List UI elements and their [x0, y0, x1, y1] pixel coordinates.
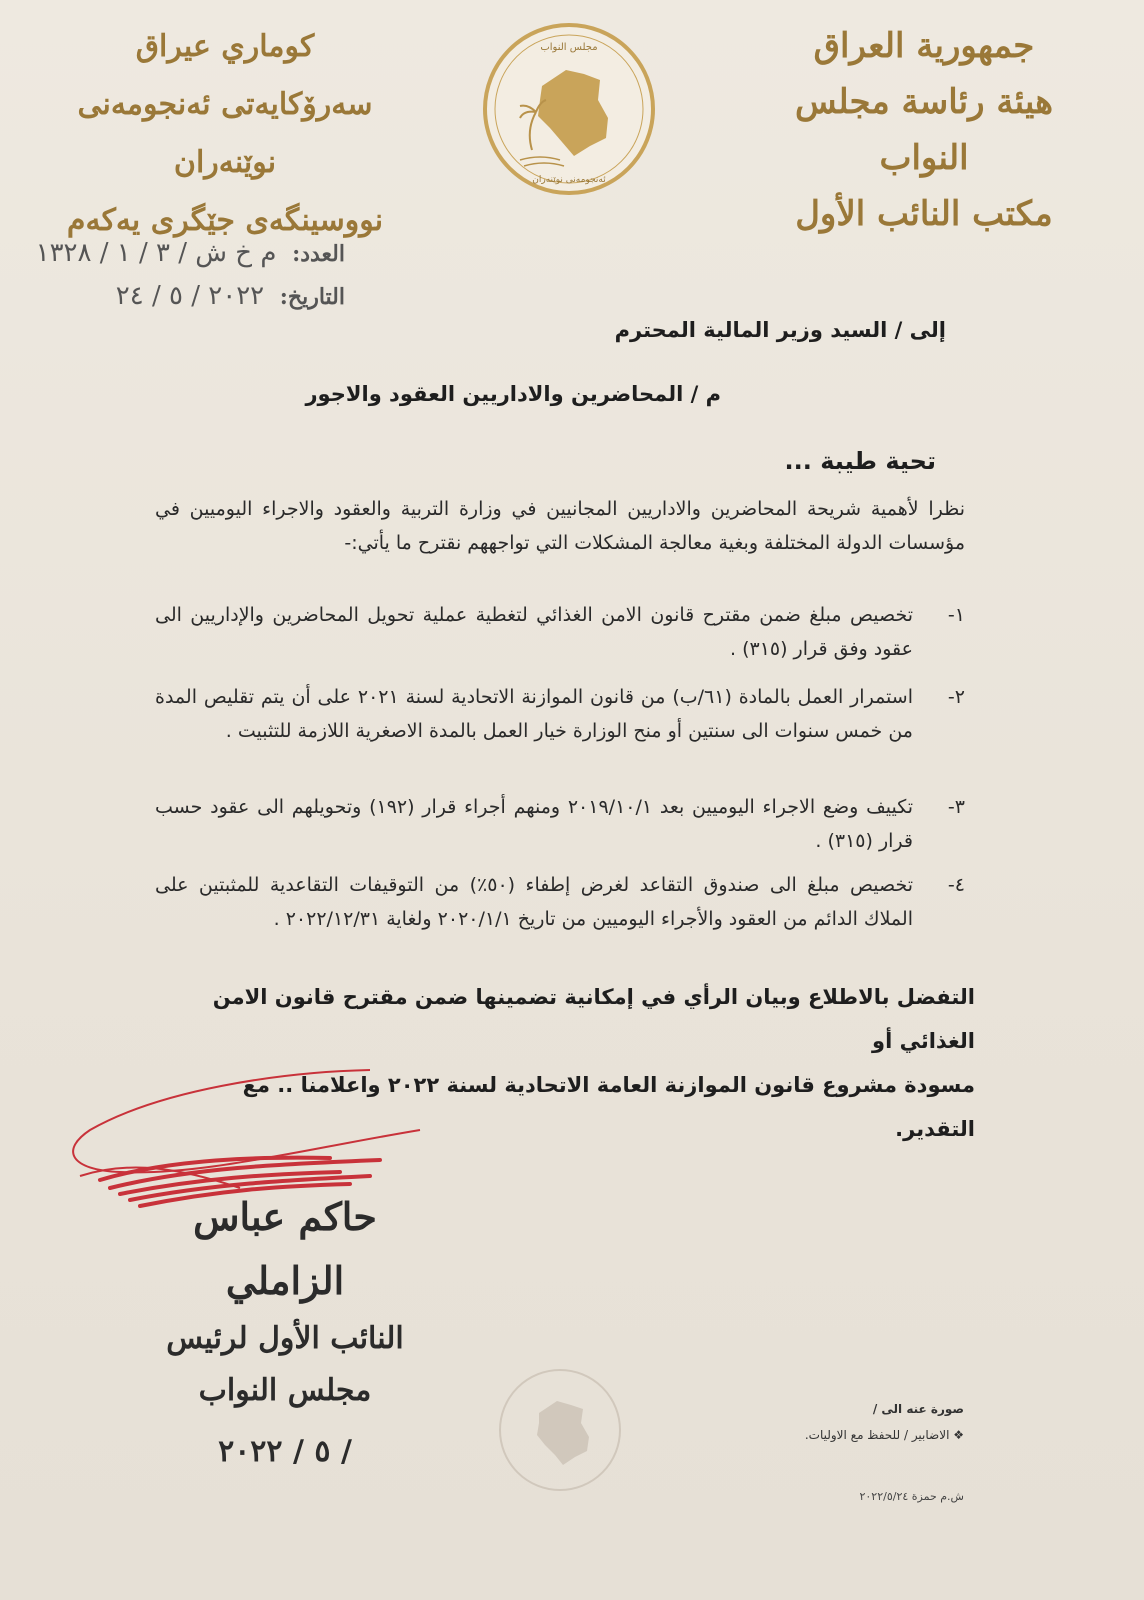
list-item-text: تخصيص مبلغ ضمن مقترح قانون الامن الغذائي لتغطية عملية تحويل المحاضرين والإداريين الى عقود وفق قرار (٣١٥) . [155, 604, 913, 660]
list-item-1 [155, 598, 965, 666]
subject-line: م / المحاضرين والاداريين العقود والاجور [305, 382, 721, 406]
cc-label: صورة عنه الى / [872, 1402, 964, 1416]
cc-item-text: الاضابير / للحفظ مع الاوليات. [804, 1428, 950, 1442]
reference-date-value: ٢٠٢٢ / ٥ / ٢٤ [115, 281, 265, 311]
header-arabic-line1: جمهورية العراق [813, 26, 1035, 66]
signatory-title: النائب الأول لرئيس مجلس النواب [166, 1321, 404, 1408]
signatory-name: حاكم عباس الزاملي [193, 1194, 377, 1303]
list-item-4 [155, 868, 965, 936]
header-kurdish-line3: نووسینگەی جێگری یەكەم [66, 203, 384, 238]
list-item-2 [155, 680, 965, 748]
parliament-emblem-logo [480, 20, 658, 198]
intro-paragraph: نظرا لأهمية شريحة المحاضرين والاداريين المجانيين في وزارة التربية والعقود والاجراء اليوميين في مؤسسات الدولة المختلفة وبغية معالجة المشكلات التي تواجههم نقترح ما يأتي:- [155, 498, 965, 554]
header-kurdish-line2: سەرۆكايەتی ئەنجومەنی نوێنەران [77, 87, 373, 180]
logo-top-text: مجلس النواب [540, 42, 598, 53]
greeting-line: تحية طيبة ... [784, 447, 936, 475]
reference-date-label: التاريخ: [279, 284, 345, 310]
cc-item [805, 1428, 964, 1442]
watermark-emblem-icon [495, 1365, 625, 1495]
list-item-text: استمرار العمل بالمادة (٦١/ب) من قانون الموازنة الاتحادية لسنة ٢٠٢١ على أن يتم تقليص المدة من خمس سنوات الى سنتين أو منح الوزارة خيار العمل بالمدة الاصغرية اللازمة للتثبيت . [155, 686, 913, 742]
footer-typist-note: ش.م حمزة ٢٠٢٢/٥/٢٤ [859, 1490, 964, 1503]
reference-block [35, 232, 345, 318]
closing-line1: التفضل بالاطلاع وبيان الرأي في إمكانية تضمينها ضمن مقترح قانون الامن الغذائي أو [212, 985, 975, 1053]
list-item-3 [155, 790, 965, 858]
reference-date-row [45, 275, 345, 318]
list-item-text: تكييف وضع الاجراء اليوميين بعد ٢٠١٩/١٠/١ ومنهم أجراء قرار (١٩٢) وتحويلهم الى عقود حسب قرار (٣١٥) . [155, 796, 913, 852]
logo-bottom-text: ئەنجومەنی نوێنەران [532, 175, 606, 185]
recipient-line: إلى / السيد وزير المالية المحترم [614, 318, 946, 342]
header-arabic-line3: مكتب النائب الأول [795, 194, 1053, 234]
signature-block [135, 1185, 435, 1487]
signature-date: / ٥ / ٢٠٢٢ [218, 1434, 352, 1469]
list-item-number: ١- [947, 604, 965, 626]
list-item-text: تخصيص مبلغ الى صندوق التقاعد لغرض إطفاء (٥٠٪) من التوقيفات التقاعدية للمثبتين على الملاك الدائم من العقود والأجراء اليوميين من تاريخ ٢٠٢٠/١/١ ولغاية ٢٠٢٢/١٢/٣١ . [155, 874, 914, 930]
list-item-number: ٤- [947, 874, 965, 896]
reference-number-value: م خ ش / ٣ / ١ / ١٣٢٨ [35, 238, 277, 268]
reference-number-label: العدد: [292, 241, 345, 267]
reference-number-row [35, 232, 345, 275]
header-kurdish [60, 18, 390, 250]
list-item-number: ٢- [947, 686, 965, 708]
header-kurdish-line1: كوماري عيراق [135, 29, 315, 64]
bullet-icon: ❖ [949, 1428, 964, 1442]
header-arabic-line2: هيئة رئاسة مجلس النواب [794, 82, 1054, 178]
header-arabic [759, 18, 1089, 242]
list-item-number: ٣- [947, 796, 965, 818]
closing-line2: مسودة مشروع قانون الموازنة العامة الاتحادية لسنة ٢٠٢٢ واعلامنا .. مع التقدير. [242, 1073, 975, 1141]
